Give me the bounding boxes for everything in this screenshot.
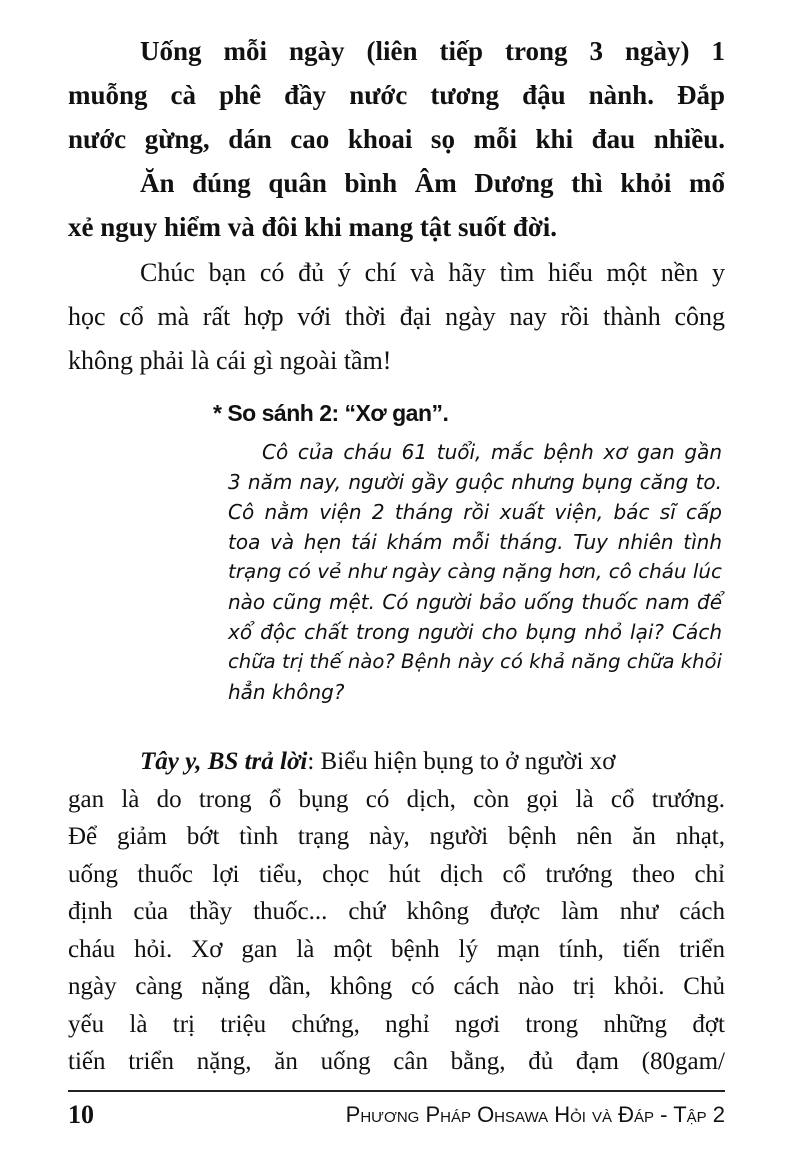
text-line: không phải là cái gì ngoài tầm! [68, 346, 392, 375]
text-line: muỗng cà phê đầy nước tương đậu nành. Đắp [68, 80, 725, 110]
text-line: Chúc bạn có đủ ý chí và hãy tìm hiểu một nền y [140, 258, 725, 287]
answer-line: Để giảm bớt tình trạng này, người bệnh nên ăn nhạt, [68, 823, 725, 850]
answer-line: ngày càng nặng dần, không có cách nào trị khỏi. Chủ [68, 973, 725, 1000]
answer-line: uống thuốc lợi tiểu, chọc hút dịch cổ trướng theo chỉ [68, 861, 725, 888]
answer-line: yếu là trị triệu chứng, nghỉ ngơi trong những đợt [68, 1011, 725, 1038]
text-line: Ăn đúng quân bình Âm Dương thì khỏi mổ [140, 168, 725, 198]
running-title: Phương Pháp Ohsawa Hỏi và Đáp - Tập 2 [345, 1102, 725, 1127]
text-line: học cổ mà rất hợp với thời đại ngày nay rồi thành công [68, 302, 725, 331]
page-number: 10 [68, 1100, 94, 1129]
answer-label: Tây y, BS trả lời [140, 748, 308, 775]
question-line: Cô của cháu 61 tuổi, mắc bệnh xơ gan gần [262, 440, 722, 464]
answer-text: : Biểu hiện bụng to ở người xơ [307, 748, 616, 775]
text-line: Uống mỗi ngày (liên tiếp trong 3 ngày) 1 [140, 36, 725, 66]
question-line: toa và hẹn tái khám mỗi tháng. Tuy nhiên tình [228, 530, 722, 554]
question-line: Cô nằm viện 2 tháng rồi xuất viện, bác sĩ cấp [228, 500, 722, 524]
section-heading: * So sánh 2: “Xơ gan”. [213, 400, 449, 426]
answer-line: cháu hỏi. Xơ gan là một bệnh lý mạn tính, tiến triển [68, 936, 725, 963]
question-line: nào cũng mệt. Có người bảo uống thuốc nam để [228, 590, 722, 614]
text-line: xẻ nguy hiểm và đôi khi mang tật suốt đời. [68, 212, 558, 242]
footer-rule [68, 1090, 725, 1092]
answer-line: định của thầy thuốc... chứ không được làm như cách [68, 898, 725, 925]
question-line: 3 năm nay, người gầy guộc nhưng bụng căng to. [228, 470, 722, 494]
question-line: chữa trị thế nào? Bệnh này có khả năng chữa khỏi [228, 650, 722, 673]
answer-line: tiến triển nặng, ăn uống cân bằng, đủ đạm (80gam/ [68, 1048, 725, 1075]
answer-line [140, 748, 725, 776]
text-line: nước gừng, dán cao khoai sọ mỗi khi đau nhiều. [68, 124, 725, 154]
answer-line: gan là do trong ổ bụng có dịch, còn gọi là cổ trướng. [68, 786, 725, 813]
question-line: xổ độc chất trong người cho bụng nhỏ lại? Cách [228, 620, 722, 644]
question-line: trạng có vẻ như ngày càng nặng hơn, cô cháu lúc [228, 560, 722, 583]
question-line: hẳn không? [228, 680, 345, 704]
